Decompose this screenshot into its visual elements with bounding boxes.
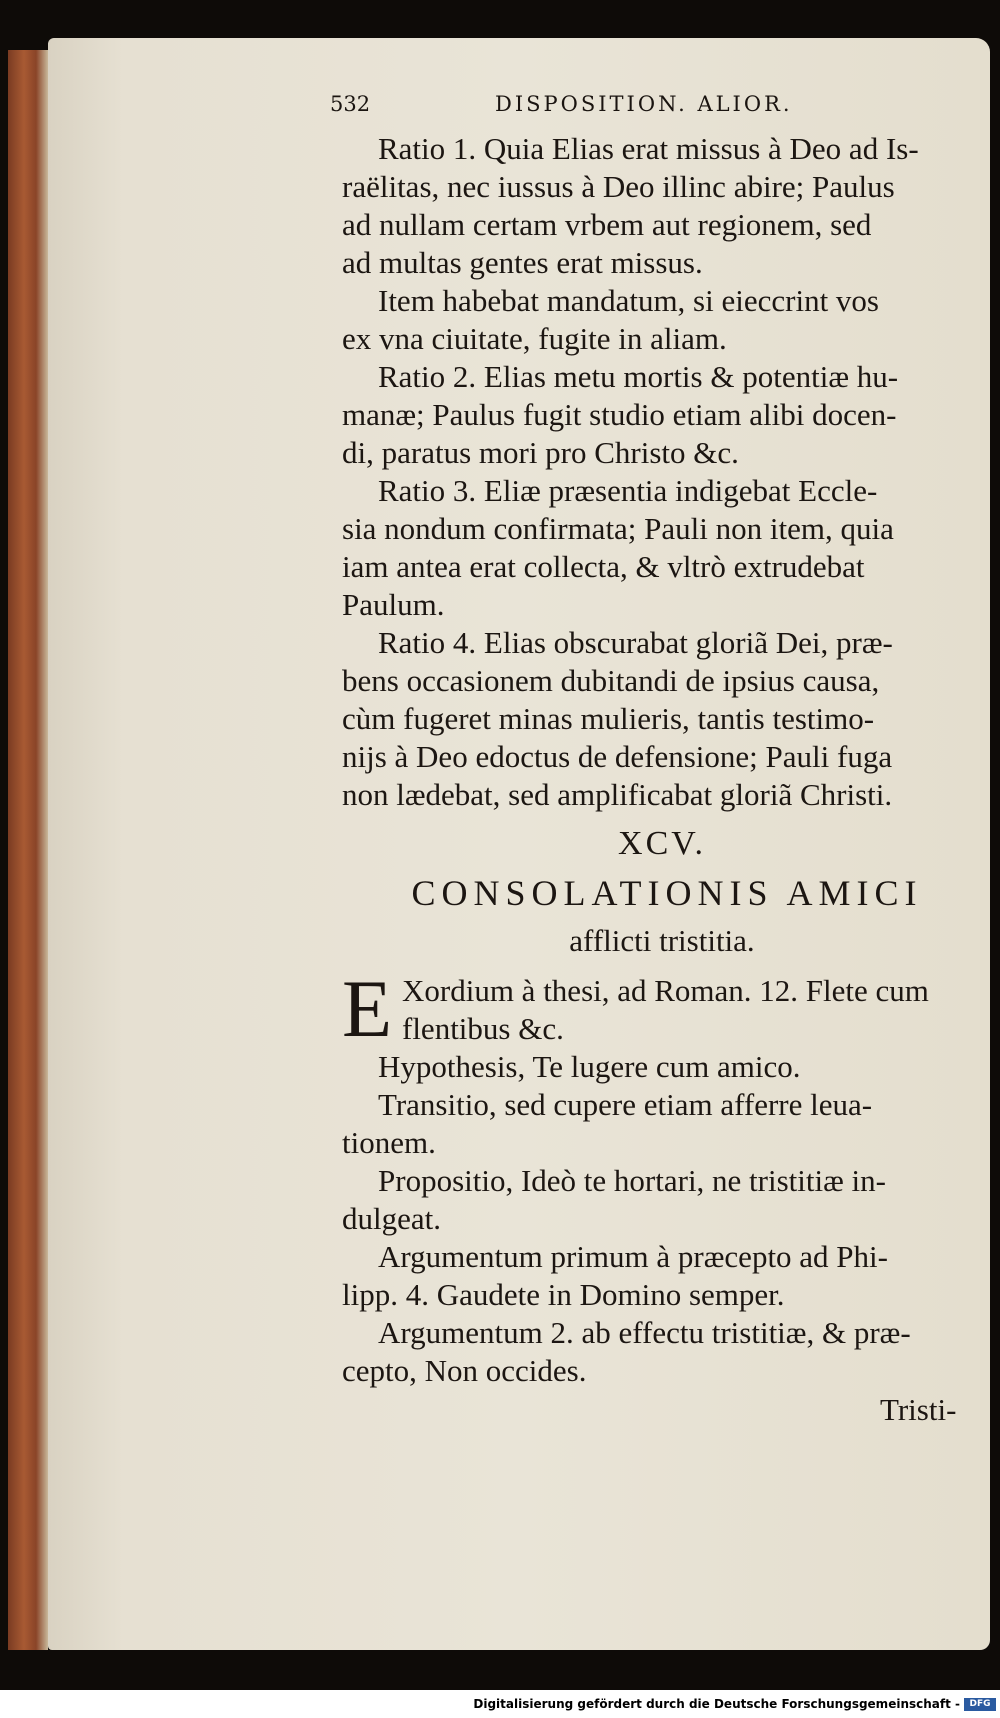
text-line: Xordium à thesi, ad Roman. 12. Flete cum xyxy=(402,973,929,1008)
text-line: lipp. 4. Gaudete in Domino semper. xyxy=(342,1277,785,1312)
text-line: Propositio, Ideò te hortari, ne tristitiæ in- xyxy=(378,1163,886,1198)
text-line: non lædebat, sed amplificabat gloriã Christi. xyxy=(342,777,893,812)
text-line: flentibus &c. xyxy=(402,1011,564,1046)
text-line: ad nullam certam vrbem aut regionem, sed xyxy=(342,207,872,242)
drop-cap: E xyxy=(342,963,393,1054)
text-line: bens occasionem dubitandi de ipsius causa, xyxy=(342,663,880,698)
section-number: XCV. xyxy=(618,825,706,862)
text-block-1 xyxy=(342,130,982,814)
footer-bar xyxy=(0,1690,1000,1718)
section-title: CONSOLATIONIS AMICI xyxy=(411,873,923,913)
text-line: Argumentum 2. ab effectu tristitiæ, & præ- xyxy=(378,1315,911,1350)
text-line: tionem. xyxy=(342,1125,436,1160)
book-edge xyxy=(8,50,48,1650)
text-line: cepto, Non occides. xyxy=(342,1353,587,1388)
text-line: ad multas gentes erat missus. xyxy=(342,245,703,280)
text-line: Ratio 1. Quia Elias erat missus à Deo ad Is- xyxy=(378,131,919,166)
text-line: nijs à Deo edoctus de defensione; Pauli fuga xyxy=(342,739,893,774)
text-line: Argumentum primum à præcepto ad Phi- xyxy=(378,1239,888,1274)
text-line: ex vna ciuitate, fugite in aliam. xyxy=(342,321,727,356)
footer-credit: Digitalisierung gefördert durch die Deutsche Forschungsgemeinschaft - xyxy=(473,1697,960,1711)
catchword: Tristi- xyxy=(880,1392,957,1427)
running-title: DISPOSITION. ALIOR. xyxy=(495,92,793,116)
text-line: cùm fugeret minas mulieris, tantis testimo- xyxy=(342,701,875,736)
text-line: sia nondum confirmata; Pauli non item, quia xyxy=(342,511,894,546)
text-line: Hypothesis, Te lugere cum amico. xyxy=(378,1049,801,1084)
text-line: Item habebat mandatum, si eieccrint vos xyxy=(378,283,879,318)
dfg-logo-icon: DFG xyxy=(964,1698,996,1711)
text-line: iam antea erat collecta, & vltrò extrudebat xyxy=(342,549,865,584)
section-subtitle: afflicti tristitia. xyxy=(569,923,755,958)
text-line: di, paratus mori pro Christo &c. xyxy=(342,435,739,470)
text-line: raëlitas, nec iussus à Deo illinc abire; Paulus xyxy=(342,169,895,204)
text-line: Ratio 2. Elias metu mortis & potentiæ hu- xyxy=(378,359,899,394)
text-block-2 xyxy=(342,972,982,1390)
text-line: Ratio 3. Eliæ præsentia indigebat Eccle- xyxy=(378,473,878,508)
page-number: 532 xyxy=(330,92,371,116)
text-line: dulgeat. xyxy=(342,1201,441,1236)
text-line: Paulum. xyxy=(342,587,445,622)
text-line: Ratio 4. Elias obscurabat gloriã Dei, præ- xyxy=(378,625,893,660)
text-line: manæ; Paulus fugit studio etiam alibi docen- xyxy=(342,397,897,432)
text-line: Transitio, sed cupere etiam afferre leua- xyxy=(378,1087,873,1122)
